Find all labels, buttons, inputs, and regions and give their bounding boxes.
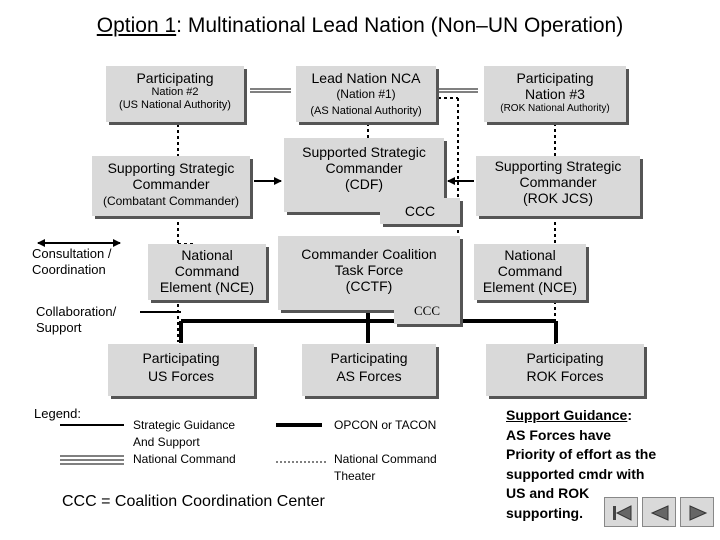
label: Commander [519, 174, 597, 191]
support-guidance-line: Priority of effort as the [506, 446, 657, 462]
legend-nct-2: Theater [334, 469, 376, 483]
first-slide-button[interactable] [604, 497, 638, 527]
support-guidance-line: supporting. [506, 504, 583, 521]
next-slide-button[interactable] [680, 497, 714, 527]
support-guidance-heading: Support Guidance [506, 407, 628, 423]
label: AS Forces [336, 368, 402, 385]
first-icon [605, 498, 639, 528]
legend-title: Legend: [34, 406, 81, 421]
participating-as-forces-box [302, 344, 436, 396]
collaboration-label: Collaboration/ [36, 304, 117, 319]
support-guidance-colon: : [627, 407, 633, 423]
legend-and-support: And Support [133, 435, 200, 449]
nce-right-box [474, 244, 586, 300]
label: (CDF) [344, 176, 384, 193]
label: Command [174, 263, 240, 280]
supporting-strategic-commander-right-box [476, 156, 640, 216]
support-label: Support [36, 320, 82, 335]
label: (CCTF) [345, 278, 393, 295]
label: Lead Nation NCA [311, 70, 421, 86]
lead-nation-nca-box [296, 66, 436, 122]
label: Commander [325, 160, 403, 177]
label: Nation #3 [525, 86, 585, 103]
label: Supporting Strategic [107, 160, 235, 176]
nce-left-box [148, 244, 266, 300]
label: ROK Forces [526, 368, 604, 385]
participating-nation-3-box [484, 66, 626, 122]
label: Command [497, 263, 563, 280]
support-guidance-line: AS Forces have [506, 426, 612, 443]
legend-strategic-guidance: Strategic Guidance [133, 418, 236, 432]
label: US Forces [147, 368, 215, 385]
label: Supported Strategic [302, 144, 426, 160]
participating-rok-forces-box [486, 344, 644, 396]
previous-icon [643, 498, 677, 528]
support-guidance-line: supported cmdr with [506, 465, 645, 482]
title-rest: : Multinational Lead Nation (Non–UN Operation) [176, 14, 624, 37]
label: National [181, 247, 233, 263]
next-icon [681, 498, 715, 528]
ccc-lower-box: CCC [394, 298, 460, 324]
ccc-upper-box: CCC [380, 198, 460, 224]
label: Participating [136, 70, 214, 86]
label: Nation #2 [151, 86, 199, 99]
previous-slide-button[interactable] [642, 497, 676, 527]
support-guidance-line: US and ROK [506, 485, 590, 501]
label: Commander [132, 176, 210, 193]
label: Participating [516, 70, 594, 86]
legend-opcon: OPCON or TACON [334, 418, 437, 432]
ccc-definition: CCC = Coalition Coordination Center [62, 493, 325, 510]
label: (ROK JCS) [523, 190, 593, 207]
label: (US National Authority) [119, 98, 231, 111]
label: Element (NCE) [159, 279, 255, 296]
label: (Nation #1) [336, 87, 396, 102]
label: (AS National Authority) [310, 104, 422, 117]
legend-national-command: National Command [133, 452, 236, 466]
label: Element (NCE) [482, 279, 578, 296]
legend-nct-1: National Command [334, 452, 437, 466]
label: Commander Coalition [301, 246, 437, 262]
label: (ROK National Authority) [500, 103, 610, 115]
supporting-strategic-commander-left-box [92, 156, 250, 216]
participating-us-forces-box [108, 344, 254, 396]
participating-nation-2-box [106, 66, 244, 122]
title-option: Option 1 [96, 14, 177, 37]
label: Participating [526, 350, 604, 366]
label: (Combatant Commander) [102, 194, 240, 209]
label: Participating [142, 350, 220, 366]
label: Supporting Strategic [494, 158, 622, 174]
label: Task Force [334, 262, 404, 279]
label: Participating [330, 350, 408, 366]
coordination-label: Coordination [32, 262, 106, 277]
label: National [504, 247, 556, 263]
consultation-label: Consultation / [32, 246, 112, 261]
